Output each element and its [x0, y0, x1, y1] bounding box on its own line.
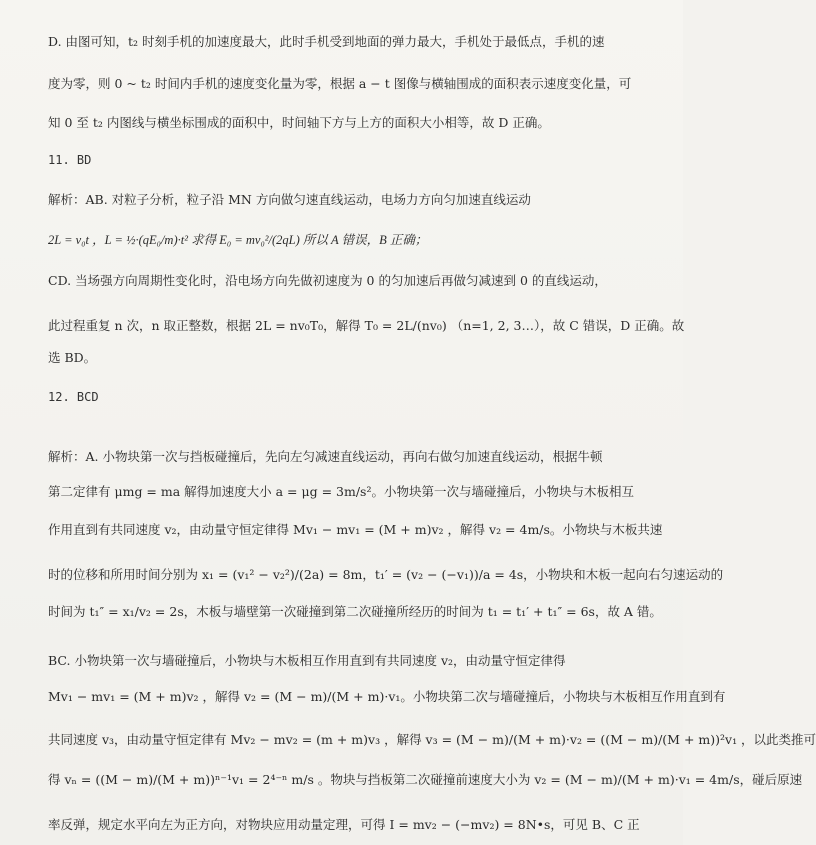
question-12-heading: 12. BCD [48, 390, 99, 404]
text-line-12: 第二定律有 μmg = ma 解得加速度大小 a = μg = 3m/s²。小物块第一次与墙碰撞后，小物块与木板相互 [48, 484, 634, 499]
text-line-8: 此过程重复 n 次，n 取正整数，根据 2L = nv₀T₀，解得 T₀ = 2L/(nv₀) （n=1, 2, 3…），故 C 错误，D 正确。故 [48, 318, 685, 333]
text-line-1: D. 由图可知，t₂ 时刻手机的加速度最大，此时手机受到地面的弹力最大，手机处于最低点，手机的速 [48, 34, 605, 49]
text-line-3: 知 0 至 t₂ 内图线与横坐标围成的面积中，时间轴下方与上方的面积大小相等，故 D 正确。 [48, 115, 550, 130]
text-line-16: BC. 小物块第一次与墙碰撞后，小物块与木板相互作用直到有共同速度 v₂，由动量守恒定律得 [48, 653, 566, 668]
text-line-14: 时的位移和所用时间分别为 x₁ = (v₁² − v₂²)/(2a) = 8m，t₁′ = (v₂ − (−v₁))/a = 4s，小物块和木板一起向右匀速运动的 [48, 567, 724, 582]
text-line-20: 率反弹，规定水平向左为正方向，对物块应用动量定理，可得 I = mv₂ − (−mv₂) = 8N•s，可见 B、C 正 [48, 817, 640, 832]
text-line-18: 共同速度 v₃，由动量守恒定律有 Mv₂ − mv₂ = (m + m)v₃ ，解得 v₃ = (M − m)/(M + m)·v₂ = ((M − m)/(M + m))²v₁ ，以此类推可 [48, 732, 816, 747]
text-line-5: 解析：AB. 对粒子分析，粒子沿 MN 方向做匀速直线运动，电场力方向匀加速直线运动 [48, 192, 531, 207]
text-line-11: 解析：A. 小物块第一次与挡板碰撞后，先向左匀减速直线运动，再向右做匀加速直线运动，根据牛顿 [48, 449, 603, 464]
text-line-2: 度为零，则 0 ~ t₂ 时间内手机的速度变化量为零，根据 a − t 图像与横轴围成的面积表示速度变化量，可 [48, 76, 632, 91]
text-line-13: 作用直到有共同速度 v₂，由动量守恒定律得 Mv₁ − mv₁ = (M + m)v₂ ，解得 v₂ = 4m/s。小物块与木板共速 [48, 522, 663, 537]
question-11-heading: 11. BD [48, 153, 92, 167]
text-line-15: 时间为 t₁″ = x₁/v₂ = 2s，木板与墙壁第一次碰撞到第二次碰撞所经历的时间为 t₁ = t₁′ + t₁″ = 6s，故 A 错。 [48, 604, 662, 619]
text-line-7: CD. 当场强方向周期性变化时，沿电场方向先做初速度为 0 的匀加速后再做匀减速到 0 的直线运动， [48, 273, 607, 288]
text-line-9: 选 BD。 [48, 350, 97, 365]
text-line-17: Mv₁ − mv₁ = (M + m)v₂ ，解得 v₂ = (M − m)/(M + m)·v₁。小物块第二次与墙碰撞后，小物块与木板相互作用直到有 [48, 689, 726, 704]
text-line-19: 得 vₙ = ((M − m)/(M + m))ⁿ⁻¹v₁ = 2⁴⁻ⁿ m/s 。物块与挡板第二次碰撞前速度大小为 v₂ = (M − m)/(M + m)·v₁ = 4m/s，碰后原速 [48, 772, 803, 787]
formula-line-6: 2L = v₀t ，L = ½·(qE₀/m)·t² 求得 E₀ = mv₀²/(2qL) 所以 A 错误，B 正确； [48, 233, 428, 247]
